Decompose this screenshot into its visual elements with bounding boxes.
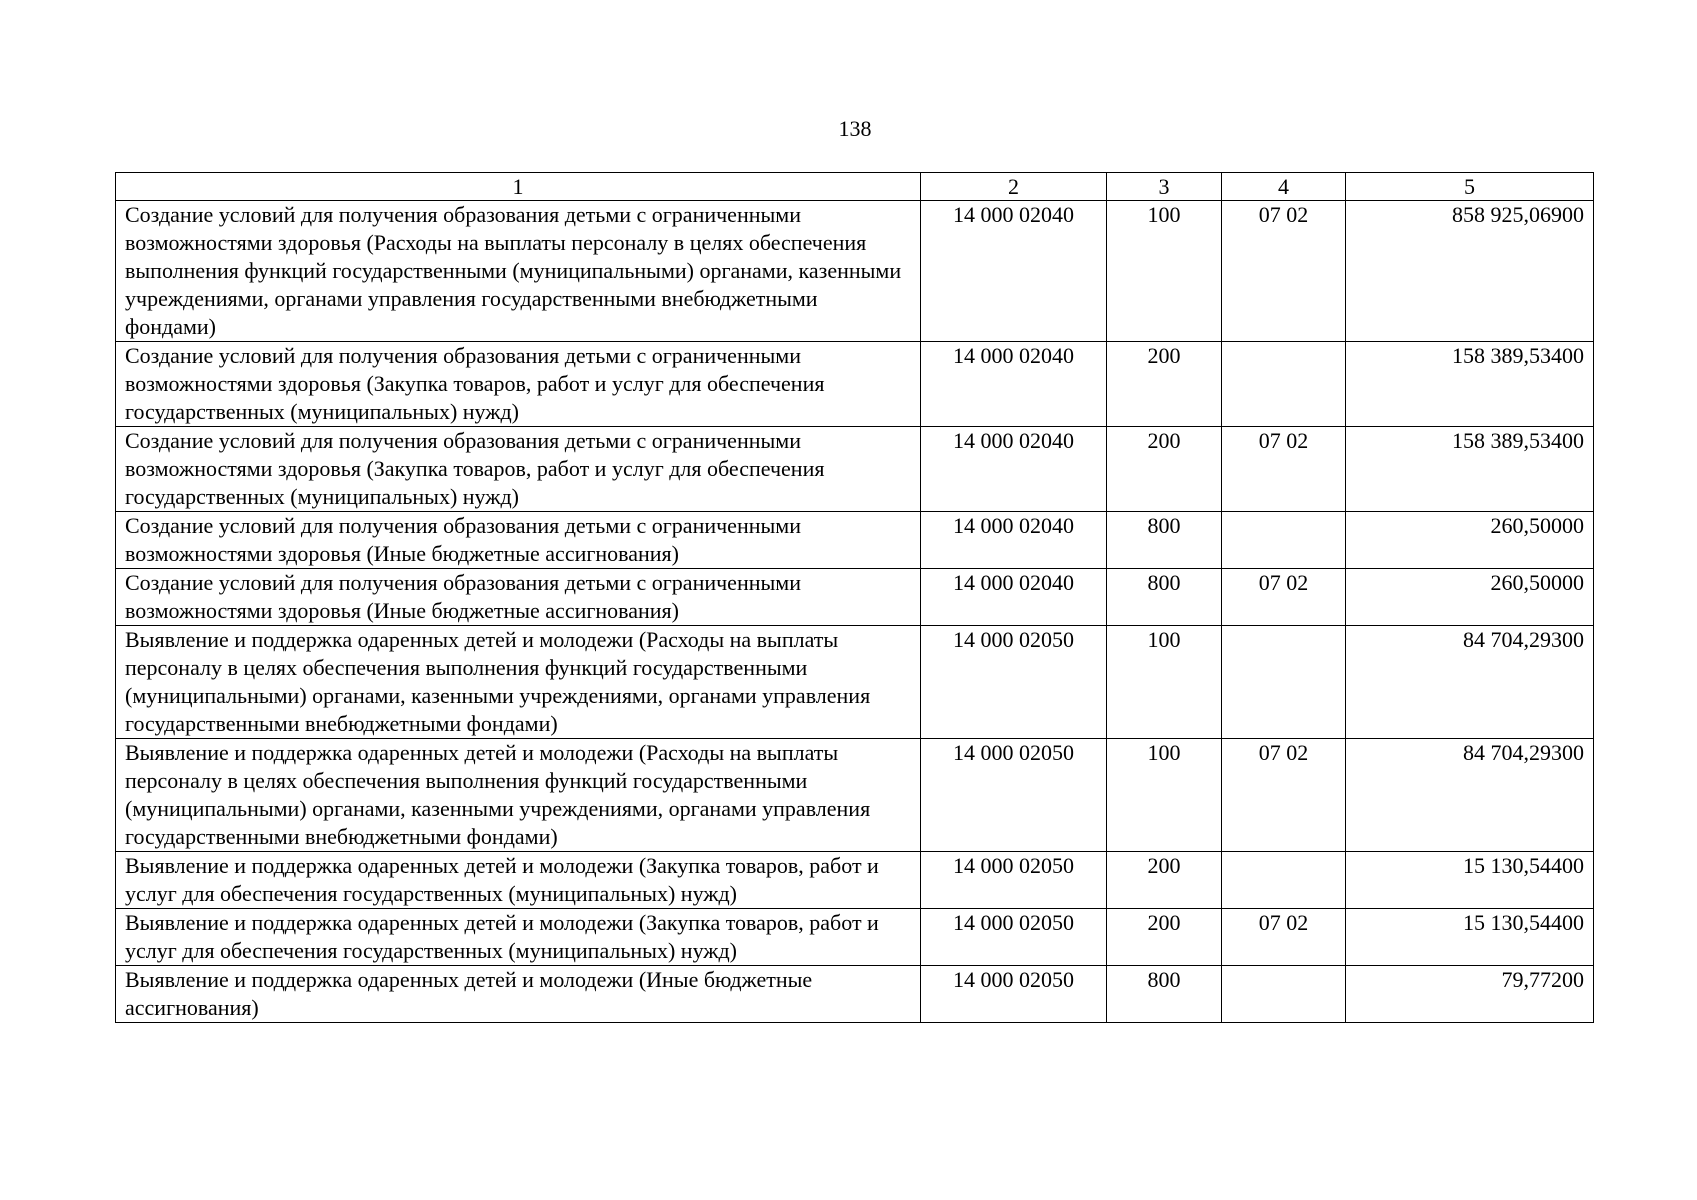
row-code: 14 000 02040 (921, 201, 1107, 342)
row-amount: 158 389,53400 (1346, 342, 1594, 427)
row-section: 07 02 (1222, 427, 1346, 512)
row-expense-type: 800 (1107, 966, 1222, 1023)
row-code: 14 000 02040 (921, 342, 1107, 427)
row-section (1222, 342, 1346, 427)
row-amount: 260,50000 (1346, 512, 1594, 569)
header-col-5: 5 (1346, 173, 1594, 201)
table-header (116, 173, 1594, 201)
table-row (116, 342, 1594, 427)
header-row (116, 173, 1594, 201)
table-row (116, 201, 1594, 342)
table-row (116, 512, 1594, 569)
row-code: 14 000 02050 (921, 852, 1107, 909)
row-name: Создание условий для получения образования детьми с ограниченными возможностями здоровья (Иные бюджетные ассигнования) (116, 569, 921, 626)
row-amount: 79,77200 (1346, 966, 1594, 1023)
table-row (116, 909, 1594, 966)
row-amount: 858 925,06900 (1346, 201, 1594, 342)
row-section (1222, 852, 1346, 909)
page-number: 138 (838, 116, 872, 141)
table-row (116, 626, 1594, 739)
budget-table (115, 172, 1594, 1023)
row-expense-type: 100 (1107, 739, 1222, 852)
row-code: 14 000 02050 (921, 966, 1107, 1023)
row-expense-type: 800 (1107, 569, 1222, 626)
table-row (116, 739, 1594, 852)
row-expense-type: 800 (1107, 512, 1222, 569)
row-amount: 84 704,29300 (1346, 626, 1594, 739)
row-amount: 84 704,29300 (1346, 739, 1594, 852)
table-row (116, 569, 1594, 626)
row-code: 14 000 02040 (921, 569, 1107, 626)
header-col-4: 4 (1222, 173, 1346, 201)
row-name: Выявление и поддержка одаренных детей и молодежи (Расходы на выплаты персоналу в целях обеспечения выполнения функций государственными (муниципальными) органами, казенными учреждениями, органами управления государственными внебюджетными фондами) (116, 739, 921, 852)
row-section: 07 02 (1222, 739, 1346, 852)
row-amount: 158 389,53400 (1346, 427, 1594, 512)
row-name: Создание условий для получения образования детьми с ограниченными возможностями здоровья (Закупка товаров, работ и услуг для обеспечения государственных (муниципальных) нужд) (116, 342, 921, 427)
header-col-1: 1 (116, 173, 921, 201)
table-row (116, 852, 1594, 909)
row-name: Создание условий для получения образования детьми с ограниченными возможностями здоровья (Закупка товаров, работ и услуг для обеспечения государственных (муниципальных) нужд) (116, 427, 921, 512)
row-amount: 260,50000 (1346, 569, 1594, 626)
row-amount: 15 130,54400 (1346, 909, 1594, 966)
row-code: 14 000 02050 (921, 739, 1107, 852)
row-section (1222, 966, 1346, 1023)
row-section: 07 02 (1222, 909, 1346, 966)
row-name: Выявление и поддержка одаренных детей и молодежи (Закупка товаров, работ и услуг для обеспечения государственных (муниципальных) нужд) (116, 909, 921, 966)
row-name: Выявление и поддержка одаренных детей и молодежи (Иные бюджетные ассигнования) (116, 966, 921, 1023)
row-expense-type: 100 (1107, 626, 1222, 739)
row-section: 07 02 (1222, 569, 1346, 626)
row-expense-type: 200 (1107, 342, 1222, 427)
row-code: 14 000 02040 (921, 427, 1107, 512)
row-amount: 15 130,54400 (1346, 852, 1594, 909)
row-expense-type: 200 (1107, 427, 1222, 512)
row-name: Создание условий для получения образования детьми с ограниченными возможностями здоровья (Расходы на выплаты персоналу в целях обеспечения выполнения функций государственными (муниципальными) органами, казенными учреждениями, органами управления государственными внебюджетными фондами) (116, 201, 921, 342)
row-code: 14 000 02050 (921, 909, 1107, 966)
table-row (116, 966, 1594, 1023)
row-expense-type: 200 (1107, 852, 1222, 909)
row-name: Выявление и поддержка одаренных детей и молодежи (Закупка товаров, работ и услуг для обеспечения государственных (муниципальных) нужд) (116, 852, 921, 909)
row-code: 14 000 02040 (921, 512, 1107, 569)
row-name: Создание условий для получения образования детьми с ограниченными возможностями здоровья (Иные бюджетные ассигнования) (116, 512, 921, 569)
header-col-3: 3 (1107, 173, 1222, 201)
row-section: 07 02 (1222, 201, 1346, 342)
row-expense-type: 200 (1107, 909, 1222, 966)
row-section (1222, 512, 1346, 569)
table-body (116, 201, 1594, 1023)
table-row (116, 427, 1594, 512)
row-code: 14 000 02050 (921, 626, 1107, 739)
row-expense-type: 100 (1107, 201, 1222, 342)
header-col-2: 2 (921, 173, 1107, 201)
row-section (1222, 626, 1346, 739)
row-name: Выявление и поддержка одаренных детей и молодежи (Расходы на выплаты персоналу в целях обеспечения выполнения функций государственными (муниципальными) органами, казенными учреждениями, органами управления государственными внебюджетными фондами) (116, 626, 921, 739)
